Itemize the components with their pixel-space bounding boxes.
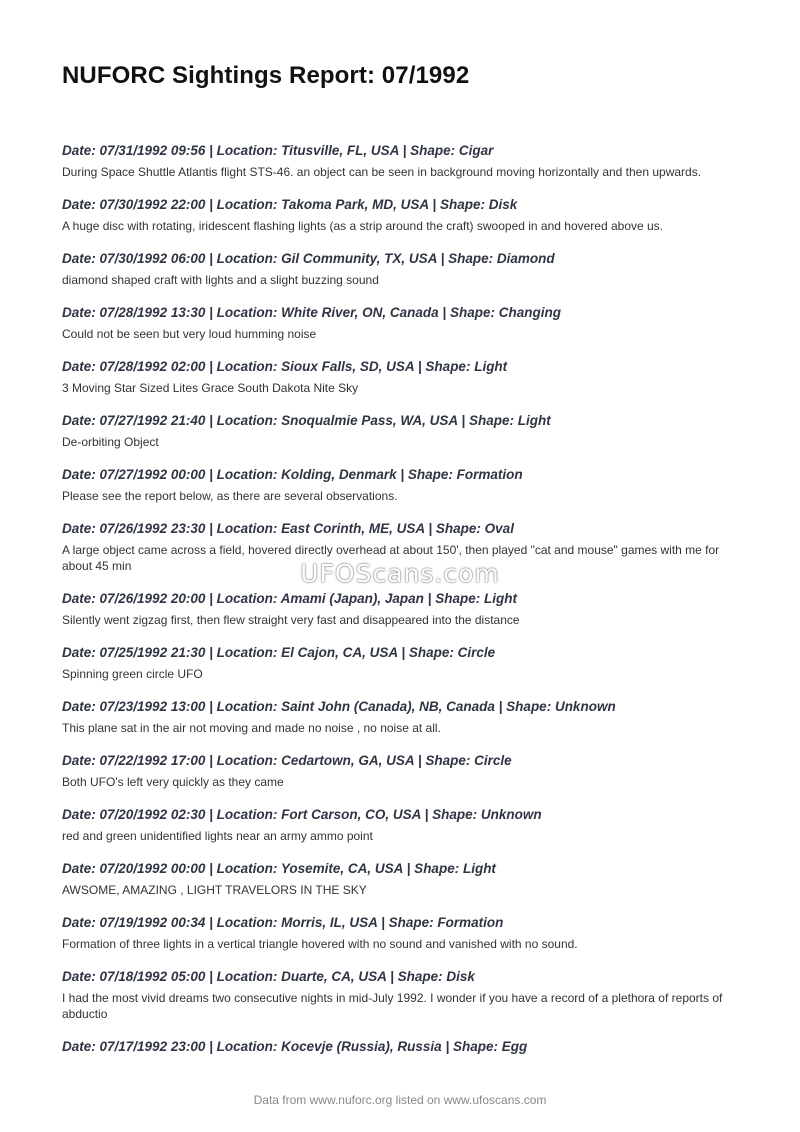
sighting-entry xyxy=(62,303,742,342)
sighting-description: A huge disc with rotating, iridescent flashing lights (as a strip around the craft) swooped in and hovered above us. xyxy=(62,219,664,233)
sighting-entry xyxy=(62,697,742,736)
sighting-entry xyxy=(62,913,742,952)
sighting-header: Date: 07/30/1992 06:00 | Location: Gil Community, TX, USA | Shape: Diamond xyxy=(62,251,555,266)
sighting-description: Please see the report below, as there are several observations. xyxy=(62,489,398,503)
sighting-description: Both UFO's left very quickly as they came xyxy=(62,775,284,789)
sighting-entry xyxy=(62,967,742,1022)
sighting-header: Date: 07/27/1992 00:00 | Location: Kolding, Denmark | Shape: Formation xyxy=(62,467,523,482)
sighting-header: Date: 07/19/1992 00:34 | Location: Morris, IL, USA | Shape: Formation xyxy=(62,915,504,930)
sighting-entry xyxy=(62,357,742,396)
sighting-description: During Space Shuttle Atlantis flight STS-46. an object can be seen in background moving horizontally and then upwards. xyxy=(62,165,702,179)
sighting-header: Date: 07/28/1992 02:00 | Location: Sioux Falls, SD, USA | Shape: Light xyxy=(62,359,508,374)
sighting-entry xyxy=(62,805,742,844)
watermark: UFOScans.com xyxy=(300,559,500,588)
sighting-header: Date: 07/20/1992 02:30 | Location: Fort Carson, CO, USA | Shape: Unknown xyxy=(62,807,542,822)
sighting-header: Date: 07/22/1992 17:00 | Location: Cedartown, GA, USA | Shape: Circle xyxy=(62,753,512,768)
sighting-entry xyxy=(62,195,742,234)
sighting-header: Date: 07/25/1992 21:30 | Location: El Cajon, CA, USA | Shape: Circle xyxy=(62,645,496,660)
sighting-header: Date: 07/26/1992 20:00 | Location: Amami (Japan), Japan | Shape: Light xyxy=(62,591,517,606)
sighting-description: A large object came across a field, hovered directly overhead at about 150', then played "cat and mouse" games with me for about 45 min xyxy=(62,543,720,573)
sighting-entry xyxy=(62,751,742,790)
sighting-entry xyxy=(62,643,742,682)
sighting-header: Date: 07/23/1992 13:00 | Location: Saint John (Canada), NB, Canada | Shape: Unknown xyxy=(62,699,616,714)
sighting-entry xyxy=(62,465,742,504)
sighting-entry xyxy=(62,249,742,288)
sighting-header: Date: 07/20/1992 00:00 | Location: Yosemite, CA, USA | Shape: Light xyxy=(62,861,496,876)
footer-credit: Data from www.nuforc.org listed on www.ufoscans.com xyxy=(253,1093,547,1107)
sighting-description: 3 Moving Star Sized Lites Grace South Dakota Nite Sky xyxy=(62,381,359,395)
sighting-entry xyxy=(62,411,742,450)
sighting-description: Could not be seen but very loud humming noise xyxy=(62,327,317,341)
sighting-header: Date: 07/27/1992 21:40 | Location: Snoqualmie Pass, WA, USA | Shape: Light xyxy=(62,413,551,428)
sighting-description: diamond shaped craft with lights and a slight buzzing sound xyxy=(62,273,379,287)
sighting-description: De-orbiting Object xyxy=(62,435,159,449)
sighting-header: Date: 07/30/1992 22:00 | Location: Takoma Park, MD, USA | Shape: Disk xyxy=(62,197,518,212)
sighting-description: Spinning green circle UFO xyxy=(62,667,203,681)
sighting-entry xyxy=(62,589,742,628)
sighting-description: red and green unidentified lights near an army ammo point xyxy=(62,829,373,843)
sighting-header: Date: 07/26/1992 23:30 | Location: East Corinth, ME, USA | Shape: Oval xyxy=(62,521,514,536)
sighting-header: Date: 07/28/1992 13:30 | Location: White River, ON, Canada | Shape: Changing xyxy=(62,305,561,320)
page-title: NUFORC Sightings Report: 07/1992 xyxy=(62,62,470,89)
sighting-entry xyxy=(62,1037,742,1057)
sighting-entry xyxy=(62,859,742,898)
sighting-header: Date: 07/18/1992 05:00 | Location: Duarte, CA, USA | Shape: Disk xyxy=(62,969,475,984)
sighting-entry xyxy=(62,141,742,180)
sighting-header: Date: 07/31/1992 09:56 | Location: Titusville, FL, USA | Shape: Cigar xyxy=(62,143,494,158)
sightings-list xyxy=(62,141,742,1072)
sighting-description: I had the most vivid dreams two consecutive nights in mid-July 1992. I wonder if you have a record of a plethora of reports of abductio xyxy=(62,991,723,1021)
sighting-description: AWSOME, AMAZING , LIGHT TRAVELORS IN THE SKY xyxy=(62,883,367,897)
sighting-description: Formation of three lights in a vertical triangle hovered with no sound and vanished with no sound. xyxy=(62,937,578,951)
sighting-description: This plane sat in the air not moving and made no noise , no noise at all. xyxy=(62,721,441,735)
sighting-description: Silently went zigzag first, then flew straight very fast and disappeared into the distance xyxy=(62,613,520,627)
sighting-header: Date: 07/17/1992 23:00 | Location: Kocevje (Russia), Russia | Shape: Egg xyxy=(62,1039,528,1054)
